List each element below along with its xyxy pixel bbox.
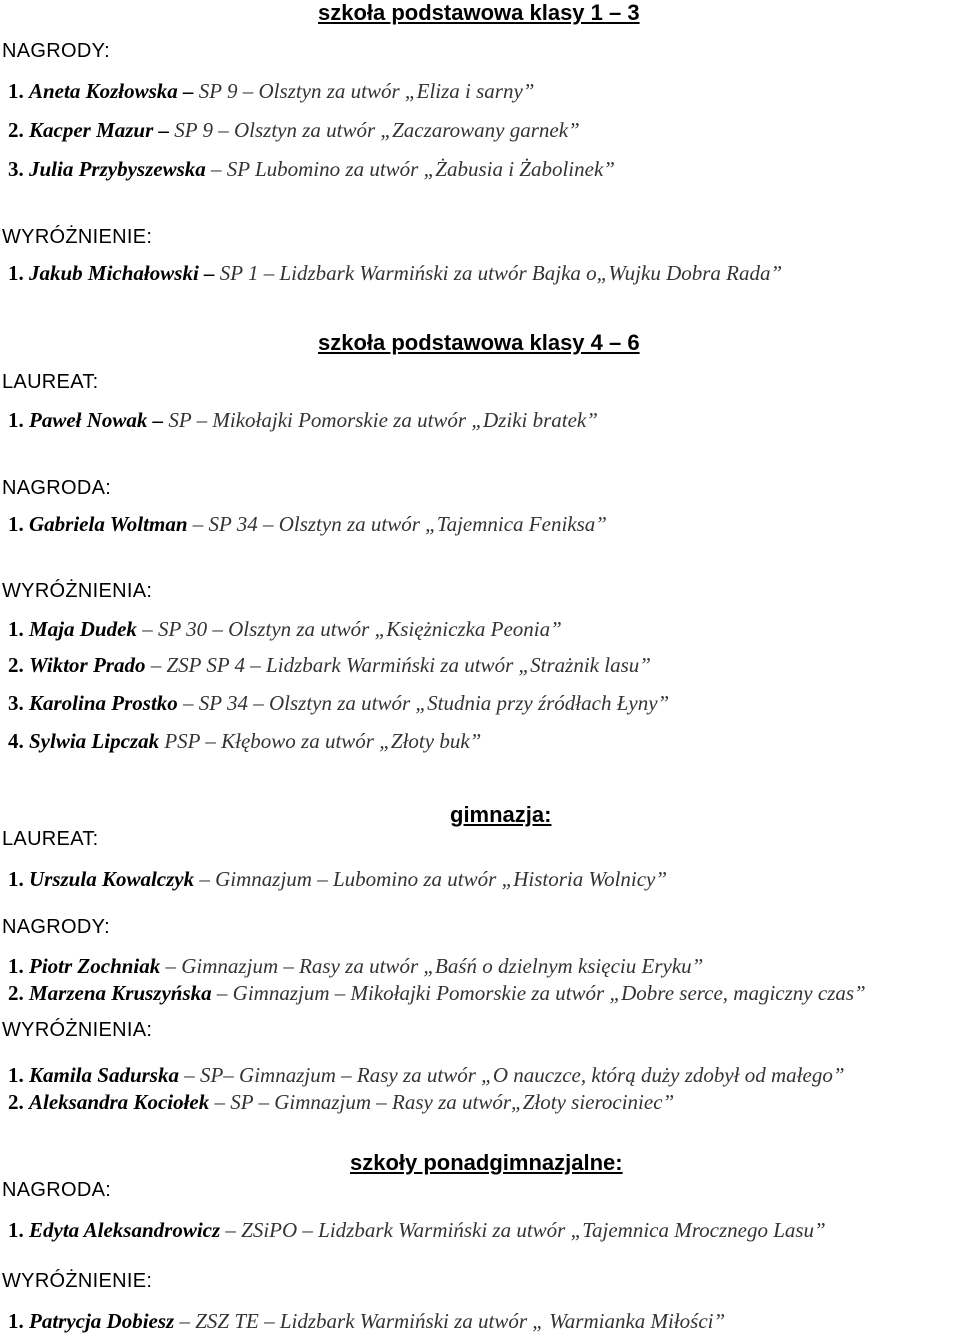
item-number: 2.	[8, 981, 24, 1005]
winner-detail: SP 1 – Lidzbark Warmiński za utwór Bajka o„Wujku Dobra Rada”	[214, 261, 783, 285]
item-number: 1.	[8, 1309, 24, 1333]
section-heading-grades-1-3: szkoła podstawowa klasy 1 – 3	[318, 0, 640, 25]
item-number: 1.	[8, 954, 24, 978]
section-heading-grades-4-6: szkoła podstawowa klasy 4 – 6	[318, 330, 640, 355]
list-item	[8, 617, 562, 642]
item-number: 1.	[8, 79, 24, 103]
winner-name: Maja Dudek	[29, 617, 137, 641]
winner-detail: – Gimnazjum – Mikołajki Pomorskie za utwór „Dobre serce, magiczny czas”	[211, 981, 866, 1005]
winner-detail: SP 9 – Olsztyn za utwór „Zaczarowany garnek”	[169, 118, 580, 142]
list-item	[8, 408, 598, 433]
category-label: NAGRODA:	[2, 1179, 112, 1201]
winner-name: Gabriela Woltman	[29, 512, 188, 536]
winner-detail: – SP 30 – Olsztyn za utwór „Księżniczka Peonia”	[136, 617, 562, 641]
section-heading-gimnazja: gimnazja:	[450, 802, 552, 827]
section-heading-ponadgimnazjalne: szkoły ponadgimnazjalne:	[350, 1150, 623, 1175]
item-number: 2.	[8, 118, 24, 142]
winner-name: Piotr Zochniak	[29, 954, 161, 978]
winner-detail: – SP – Gimnazjum – Rasy za utwór„Złoty sierociniec”	[209, 1090, 675, 1114]
list-item	[8, 653, 651, 678]
category-label: NAGRODA:	[2, 477, 112, 499]
item-number: 1.	[8, 617, 24, 641]
list-item	[8, 691, 669, 716]
item-number: 3.	[8, 157, 24, 181]
list-item	[8, 1063, 845, 1088]
list-item	[8, 512, 607, 537]
list-item	[8, 1218, 826, 1243]
category-label: LAUREAT:	[2, 828, 99, 850]
item-number: 1.	[8, 261, 24, 285]
winner-name: Wiktor Prado	[29, 653, 146, 677]
list-item	[8, 981, 866, 1006]
winner-detail: – ZSiPO – Lidzbark Warmiński za utwór „Tajemnica Mrocznego Lasu”	[220, 1218, 826, 1242]
winner-name: Julia Przybyszewska	[29, 157, 206, 181]
list-item	[8, 954, 703, 979]
winner-name: Aneta Kozłowska –	[29, 79, 194, 103]
list-item	[8, 79, 534, 104]
item-number: 1.	[8, 408, 24, 432]
winner-name: Urszula Kowalczyk	[29, 867, 195, 891]
winner-name: Patrycja Dobiesz	[29, 1309, 175, 1333]
category-label: NAGRODY:	[2, 916, 110, 938]
item-number: 3.	[8, 691, 24, 715]
list-item	[8, 867, 667, 892]
item-number: 1.	[8, 867, 24, 891]
winner-name: Sylwia Lipczak	[29, 729, 160, 753]
item-number: 1.	[8, 1063, 24, 1087]
category-label: LAUREAT:	[2, 371, 99, 393]
winner-detail: – Gimnazjum – Lubomino za utwór „Historia Wolnicy”	[194, 867, 668, 891]
category-label: NAGRODY:	[2, 40, 110, 62]
winner-detail: SP – Mikołajki Pomorskie za utwór „Dziki bratek”	[163, 408, 598, 432]
winner-name: Aleksandra Kociołek	[29, 1090, 210, 1114]
item-number: 1.	[8, 1218, 24, 1242]
winner-detail: – SP– Gimnazjum – Rasy za utwór „O nauczce, którą duży zdobył od małego”	[178, 1063, 845, 1087]
list-item	[8, 118, 580, 143]
item-number: 2.	[8, 1090, 24, 1114]
list-item	[8, 1090, 674, 1115]
list-item	[8, 261, 782, 286]
winner-detail: – SP 34 – Olsztyn za utwór „Tajemnica Feniksa”	[187, 512, 607, 536]
winner-detail: – Gimnazjum – Rasy za utwór „Baśń o dzielnym księciu Eryku”	[160, 954, 704, 978]
winner-detail: SP 9 – Olsztyn za utwór „Eliza i sarny”	[193, 79, 535, 103]
category-label: WYRÓŻNIENIE:	[2, 1270, 153, 1292]
list-item	[8, 1309, 725, 1334]
winner-detail: – SP 34 – Olsztyn za utwór „Studnia przy źródłach Łyny”	[177, 691, 670, 715]
winner-name: Marzena Kruszyńska	[29, 981, 212, 1005]
category-label: WYRÓŻNIENIA:	[2, 580, 153, 602]
winner-name: Jakub Michałowski –	[29, 261, 215, 285]
item-number: 4.	[8, 729, 24, 753]
winner-detail: – SP Lubomino za utwór „Żabusia i Żabolinek”	[205, 157, 615, 181]
item-number: 2.	[8, 653, 24, 677]
winner-name: Paweł Nowak –	[29, 408, 164, 432]
winner-detail: – ZSP SP 4 – Lidzbark Warmiński za utwór „Strażnik lasu”	[145, 653, 651, 677]
list-item	[8, 157, 615, 182]
winner-name: Edyta Aleksandrowicz	[29, 1218, 221, 1242]
winner-name: Karolina Prostko	[29, 691, 178, 715]
list-item	[8, 729, 481, 754]
winner-detail: – ZSZ TE – Lidzbark Warmiński za utwór „ Warmianka Miłości”	[174, 1309, 726, 1333]
winner-name: Kamila Sadurska	[29, 1063, 179, 1087]
category-label: WYRÓŻNIENIA:	[2, 1019, 153, 1041]
item-number: 1.	[8, 512, 24, 536]
winner-name: Kacper Mazur –	[29, 118, 170, 142]
winner-detail: PSP – Kłębowo za utwór „Złoty buk”	[159, 729, 482, 753]
category-label: WYRÓŻNIENIE:	[2, 226, 153, 248]
